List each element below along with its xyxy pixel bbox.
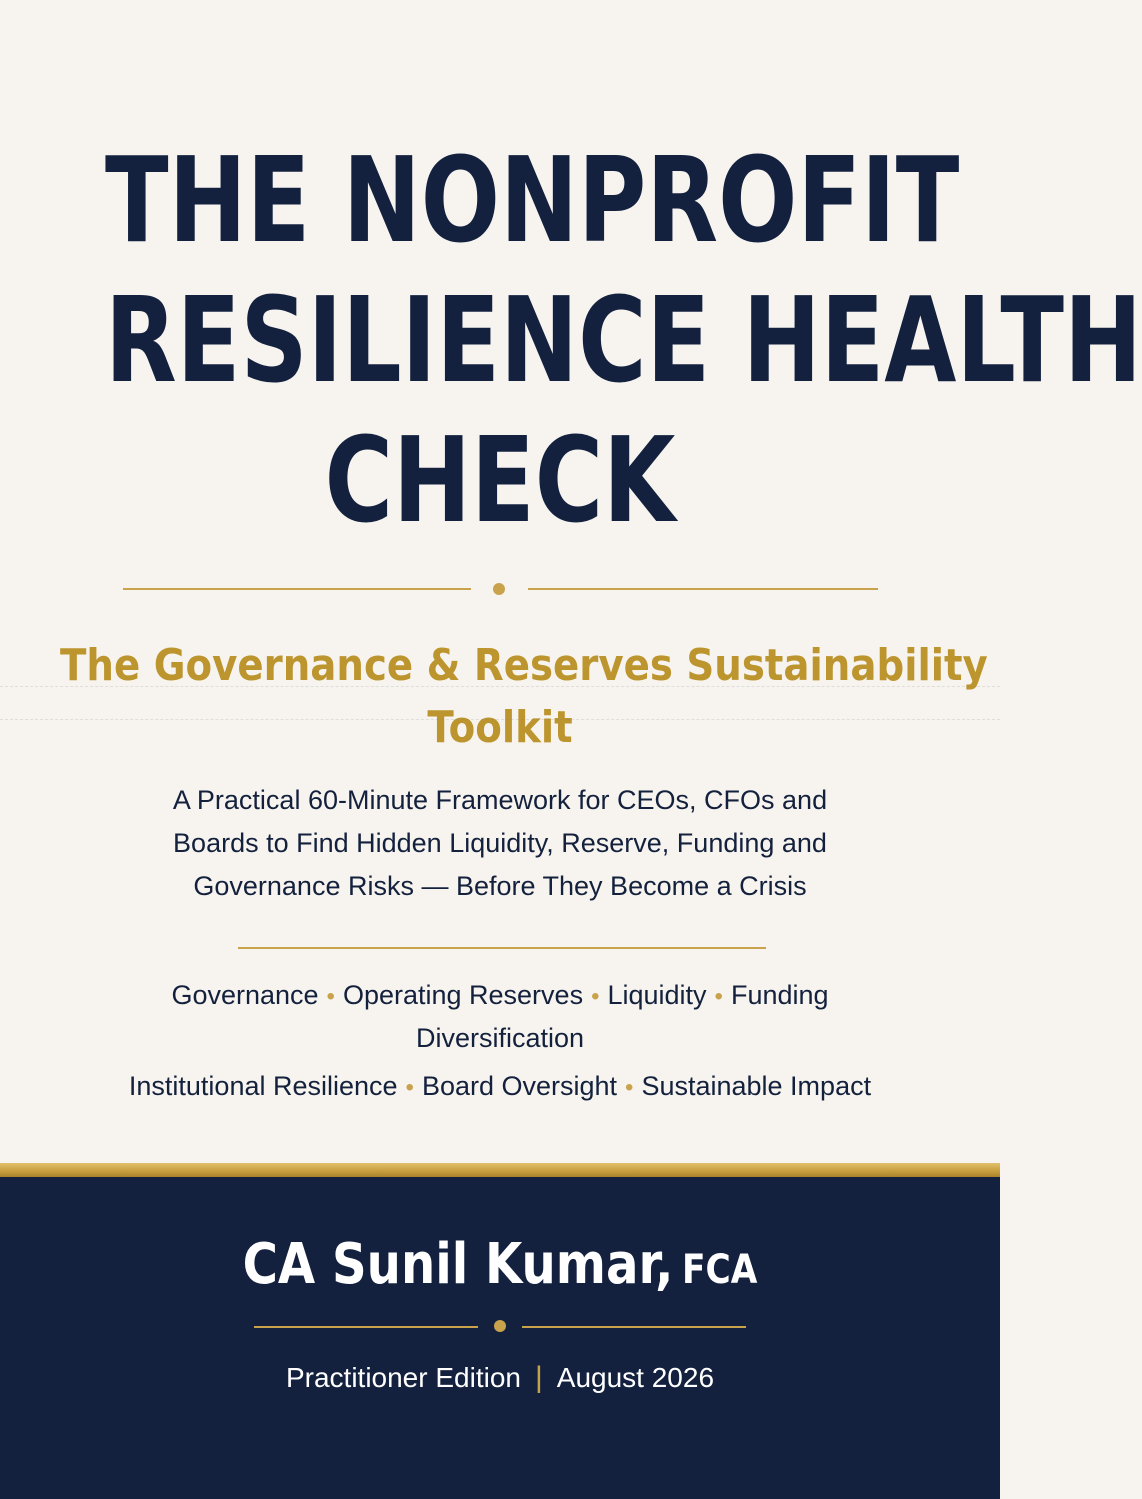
author-credential: FCA <box>682 1247 758 1293</box>
bullet-icon: • <box>625 1074 634 1101</box>
gold-band <box>0 1163 1000 1177</box>
book-subtitle <box>60 635 988 759</box>
topics-row <box>0 1023 1000 1054</box>
description-line: A Practical 60-Minute Framework for CEOs, CFOs and <box>172 785 828 815</box>
edition-info <box>0 1358 1000 1398</box>
author-ornament-line-left <box>254 1326 478 1328</box>
bullet-icon: • <box>326 983 335 1010</box>
edition-date: August 2026 <box>556 1362 715 1393</box>
author-name <box>70 1230 930 1305</box>
topic-item: Sustainable Impact <box>641 1071 872 1101</box>
author-ornament-dot <box>494 1320 506 1332</box>
topic-item: Operating Reserves <box>342 980 584 1010</box>
subtitle-line: Toolkit <box>427 702 573 753</box>
author-ornament-line-right <box>522 1326 746 1328</box>
bullet-icon: • <box>714 983 723 1010</box>
author-name-text: CA Sunil Kumar, <box>242 1232 674 1297</box>
bullet-icon: • <box>405 1074 414 1101</box>
title-line: CHECK <box>324 411 676 549</box>
fold-crease <box>0 686 1000 687</box>
description-line: Boards to Find Hidden Liquidity, Reserve, Funding and <box>173 828 827 858</box>
ornament-line-left <box>123 588 471 590</box>
topics-row <box>0 980 1000 1011</box>
section-divider <box>238 947 766 949</box>
topic-item: Funding <box>730 980 829 1010</box>
bullet-icon: • <box>591 983 600 1010</box>
ornament-line-right <box>528 588 878 590</box>
edition-divider: | <box>534 1361 543 1394</box>
topic-item: Board Oversight <box>421 1071 618 1101</box>
edition-label: Practitioner Edition <box>285 1362 521 1393</box>
title-line: THE NONPROFIT <box>105 131 960 269</box>
topic-item: Liquidity <box>607 980 707 1010</box>
book-title <box>105 130 1142 550</box>
title-line: RESILIENCE HEALTH <box>105 271 1142 409</box>
topic-item: Diversification <box>415 1023 585 1053</box>
topic-item: Institutional Resilience <box>128 1071 398 1101</box>
fold-crease <box>0 719 1000 720</box>
subtitle-line: The Governance & Reserves Sustainability <box>60 640 988 691</box>
description-line: Governance Risks — Before They Become a Crisis <box>193 871 807 901</box>
topics-row <box>0 1071 1000 1102</box>
topic-item: Governance <box>171 980 319 1010</box>
book-description <box>0 779 1000 908</box>
ornament-dot <box>493 583 505 595</box>
author-panel <box>0 1177 1000 1499</box>
